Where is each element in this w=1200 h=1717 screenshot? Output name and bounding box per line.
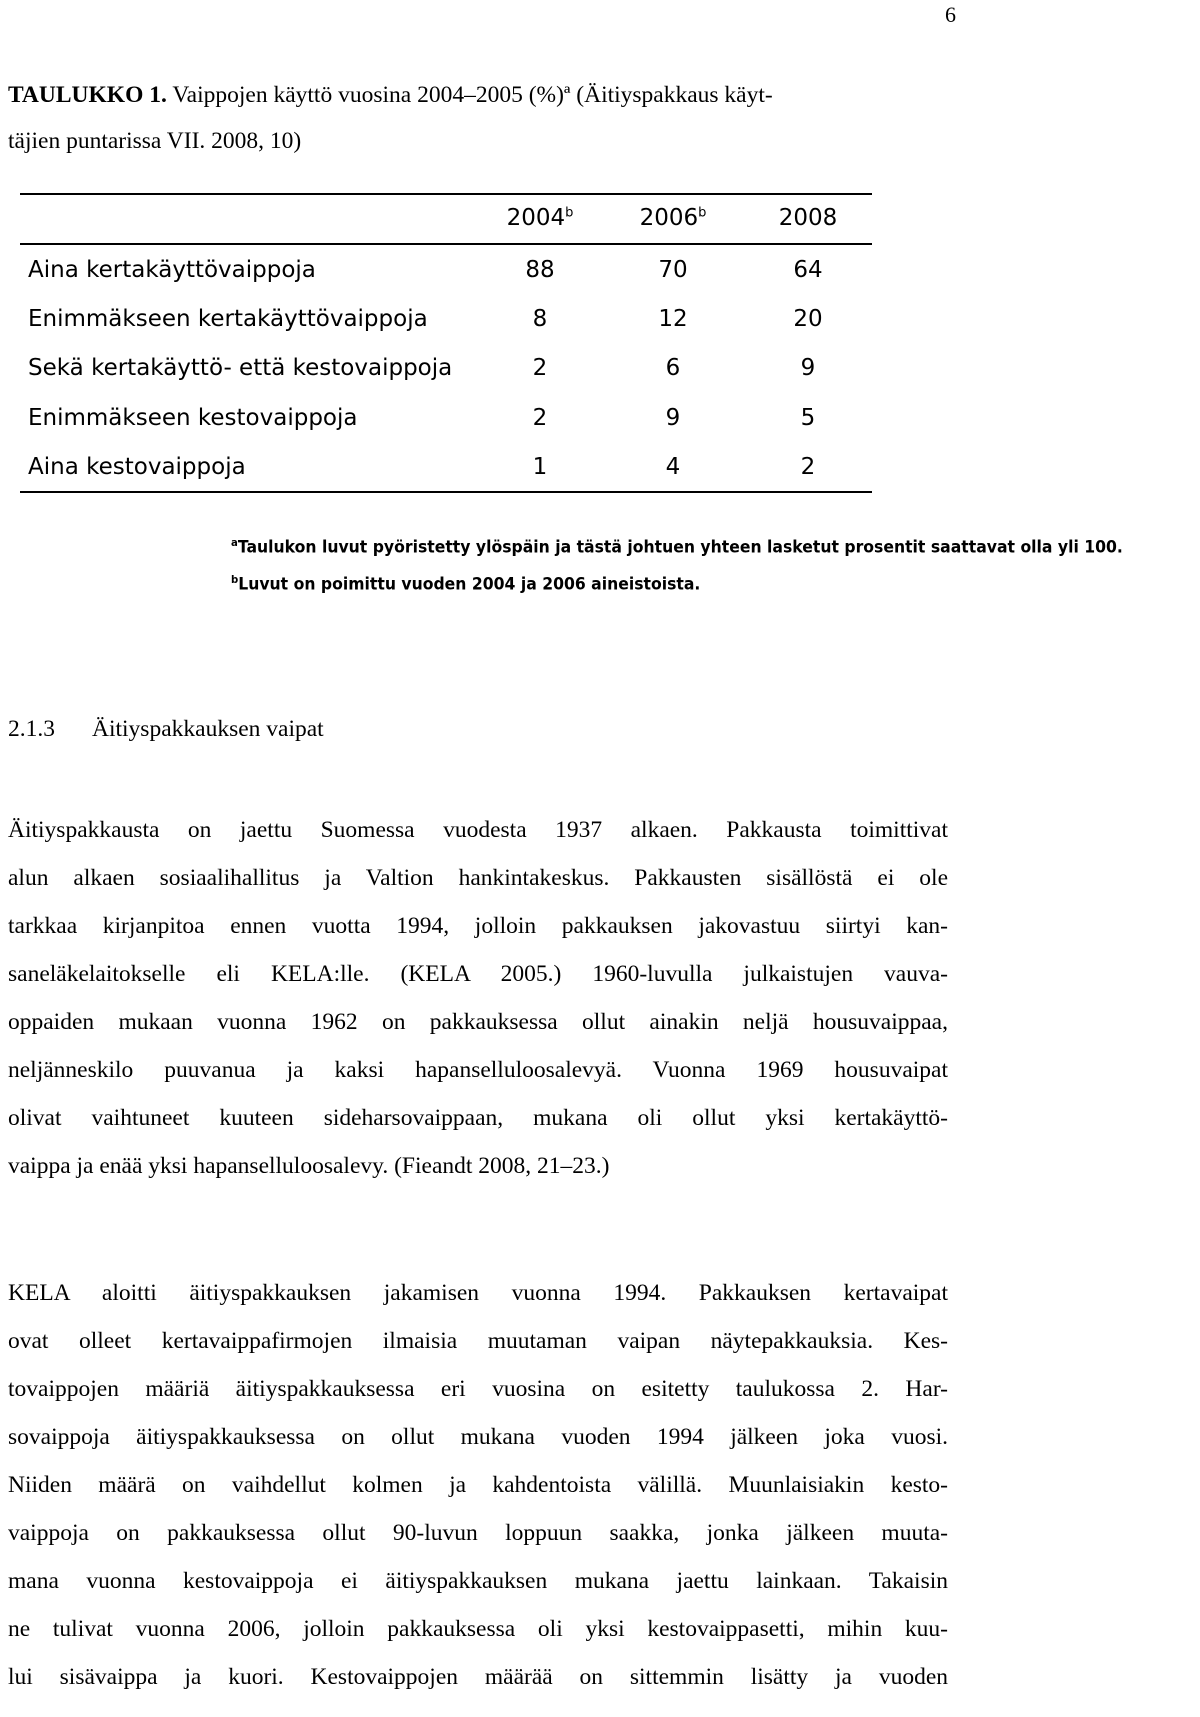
table-footnotes	[231, 527, 1200, 600]
row-label: Enimmäkseen kertakäyttövaippoja	[28, 306, 428, 332]
table-cell: 9	[800, 355, 816, 381]
text-line: sovaippoja äitiyspakkauksessa on ollut mukana vuoden 1994 jälkeen joka vuosi.	[8, 1424, 948, 1450]
table-cell: 88	[525, 257, 555, 283]
row-label: Sekä kertakäyttö- että kestovaippoja	[28, 355, 453, 381]
footnote-b: $^b$Luvut on poimittu vuoden 2004 ja 2006 aineistoista.	[231, 572, 701, 595]
text-line: Niiden määrä on vaihdellut kolmen ja kahdentoista välillä. Muunlaisiakin kesto-	[8, 1472, 948, 1498]
table-bottom-rule	[20, 491, 872, 493]
text-line: olivat vaihtuneet kuuteen sideharsovaippaan, mukana oli ollut yksi kertakäyttö-	[8, 1105, 948, 1131]
table-top-rule	[20, 193, 872, 195]
text-line: KELA aloitti äitiyspakkauksen jakamisen vuonna 1994. Pakkauksen kertavaipat	[8, 1280, 948, 1306]
text-line: oppaiden mukaan vuonna 1962 on pakkauksessa ollut ainakin neljä housuvaippaa,	[8, 1009, 948, 1035]
text-line: Äitiyspakkausta on jaettu Suomessa vuodesta 1937 alkaen. Pakkausta toimittivat	[8, 817, 948, 843]
text-line: neljänneskilo puuvanua ja kaksi hapanselluloosalevyä. Vuonna 1969 housuvaipat	[8, 1057, 948, 1083]
text-line: lui sisävaippa ja kuori. Kestovaippojen määrää on sittemmin lisätty ja vuoden	[8, 1664, 948, 1690]
table-cell: 20	[793, 306, 823, 332]
table-cell: 1	[532, 454, 548, 480]
table-cell: 5	[800, 405, 816, 431]
table-header-2004: 2004$^b$	[506, 205, 574, 231]
table-header-2008: 2008	[778, 205, 838, 231]
text-line: vaippoja on pakkauksessa ollut 90-luvun loppuun saakka, jonka jälkeen muuta-	[8, 1520, 948, 1546]
text-line: alun alkaen sosiaalihallitus ja Valtion hankintakeskus. Pakkausten sisällöstä ei ole	[8, 865, 948, 891]
table-cell: 2	[532, 405, 548, 431]
table-cell: 70	[658, 257, 688, 283]
section-title: Äitiyspakkauksen vaipat	[92, 716, 324, 742]
section-heading	[8, 716, 324, 743]
text-line: ovat olleet kertavaippafirmojen ilmaisia muutaman vaipan näytepakkauksia. Kes-	[8, 1328, 948, 1354]
text-line: mana vuonna kestovaippoja ei äitiyspakkauksen mukana jaettu lainkaan. Takaisin	[8, 1568, 948, 1594]
table-cell: 9	[665, 405, 681, 431]
caption-text: Vaippojen käyttö vuosina 2004–2005 (%)ª (Äitiyspakkaus käyt-	[172, 82, 773, 108]
text-line: tarkkaa kirjanpitoa ennen vuotta 1994, jolloin pakkauksen jakovastuu siirtyi kan-	[8, 913, 948, 939]
table-header-2006: 2006$^b$	[639, 205, 707, 231]
text-line: ne tulivat vuonna 2006, jolloin pakkauksessa oli yksi kestovaippasetti, mihin kuu-	[8, 1616, 948, 1642]
table-cell: 4	[665, 454, 681, 480]
caption-label: TAULUKKO 1.	[8, 82, 167, 108]
caption-line-1	[8, 72, 938, 118]
row-label: Enimmäkseen kestovaippoja	[28, 405, 358, 431]
table-cell: 2	[532, 355, 548, 381]
table-cell: 12	[658, 306, 688, 332]
text-line: tovaippojen määriä äitiyspakkauksessa eri vuosina on esitetty taulukossa 2. Har-	[8, 1376, 948, 1402]
table-cell: 6	[665, 355, 681, 381]
footnote-a: $^a$Taulukon luvut pyöristetty ylöspäin ja tästä johtuen yhteen lasketut prosentit saattavat olla yli 100.	[231, 536, 1123, 558]
row-label: Aina kestovaippoja	[28, 454, 246, 480]
section-number: 2.1.3	[8, 716, 55, 742]
row-label: Aina kertakäyttövaippoja	[28, 257, 316, 283]
text-line: vaippa ja enää yksi hapanselluloosalevy. (Fieandt 2008, 21–23.)	[8, 1153, 610, 1179]
body-paragraph-1	[8, 806, 948, 1190]
table-cell: 2	[800, 454, 816, 480]
caption-line-2: täjien puntarissa VII. 2008, 10)	[8, 128, 302, 154]
table-caption	[8, 72, 938, 164]
body-paragraph-2	[8, 1269, 948, 1701]
table-cell: 64	[793, 257, 823, 283]
text-line: saneläkelaitokselle eli KELA:lle. (KELA 2005.) 1960-luvulla julkaistujen vauva-	[8, 961, 948, 987]
page-number: 6	[945, 2, 956, 27]
table-cell: 8	[532, 306, 548, 332]
table-header-rule	[20, 243, 872, 245]
